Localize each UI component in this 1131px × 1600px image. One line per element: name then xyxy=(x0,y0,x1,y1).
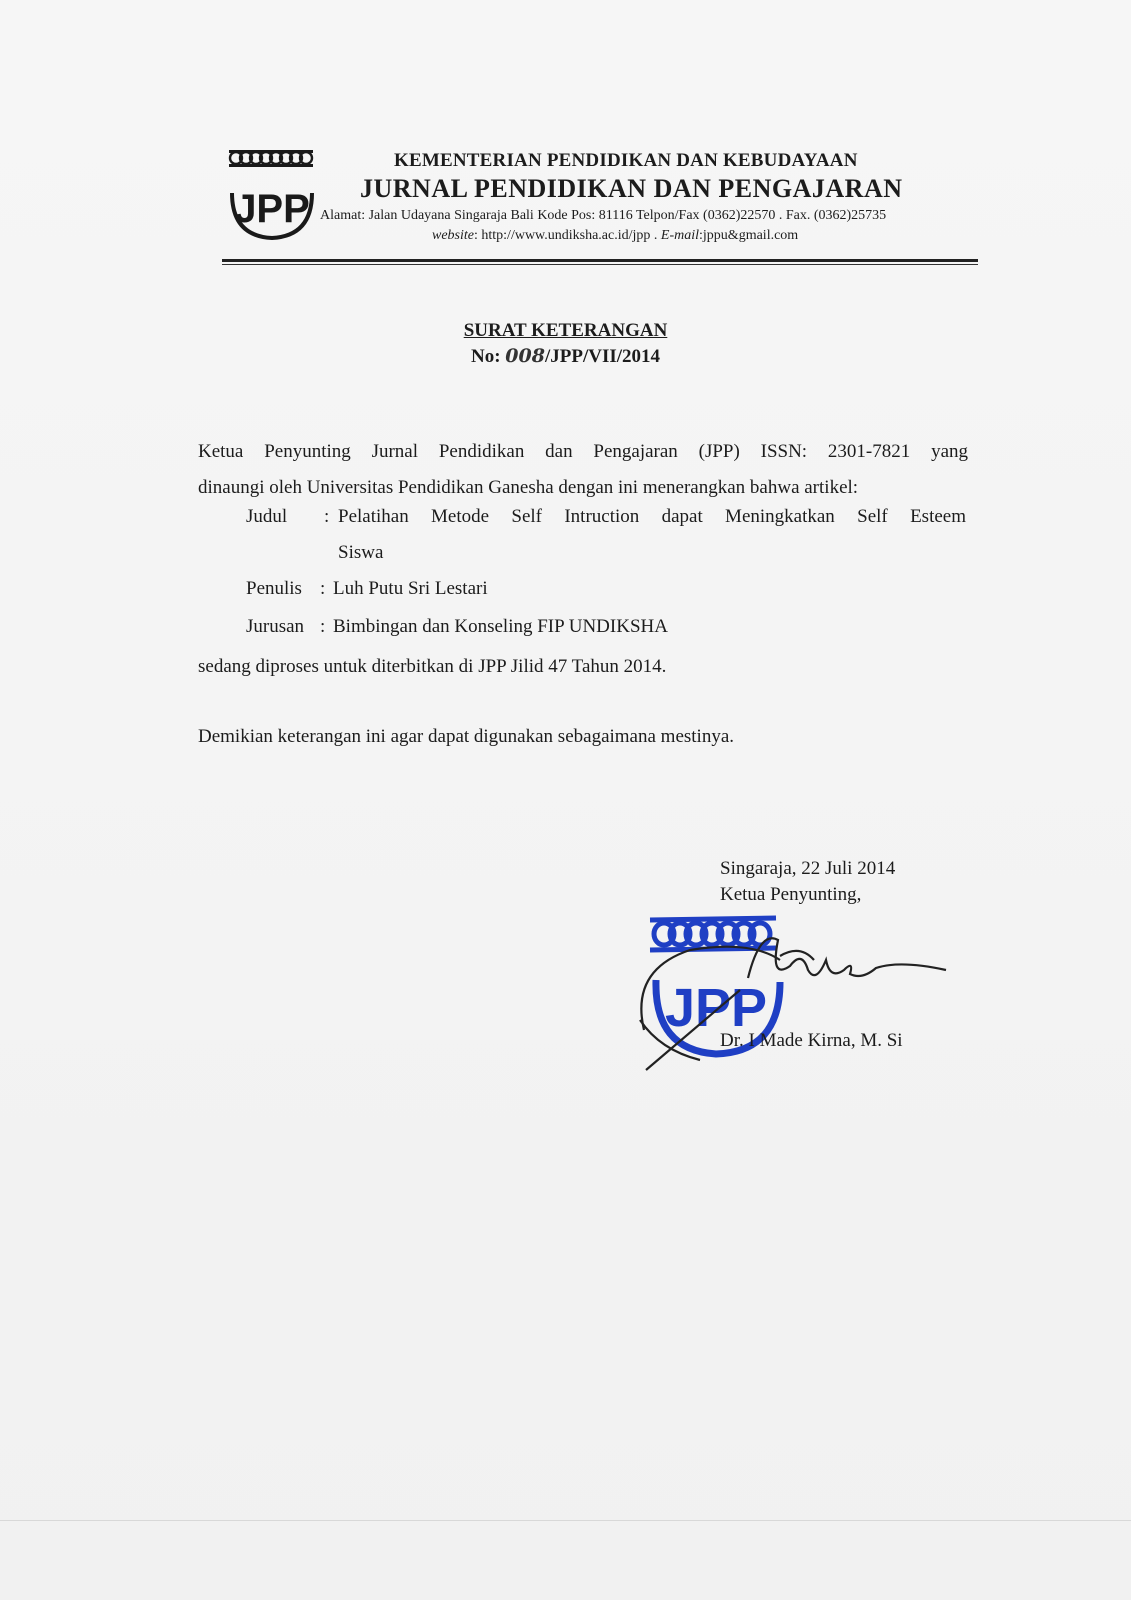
email-label: E-mail xyxy=(660,228,700,243)
letter-title: SURAT KETERANGAN xyxy=(463,320,668,341)
header-divider-thin xyxy=(222,264,978,265)
field-colon: : xyxy=(320,578,326,599)
logo-text: JPP xyxy=(234,187,310,231)
field-colon: : xyxy=(324,506,330,527)
intro-line-2: dinaungi oleh Universitas Pendidikan Ganesha dengan ini menerangkan bahwa artikel: xyxy=(198,477,859,498)
intro-line-1: Ketua Penyunting Jurnal Pendidikan dan Pengajaran (JPP) ISSN: 2301-7821 yang xyxy=(198,441,968,462)
field-value: Luh Putu Sri Lestari xyxy=(333,578,488,599)
signer-name: Dr. I Made Kirna, M. Si xyxy=(720,1030,903,1051)
field-value: Bimbingan dan Konseling FIP UNDIKSHA xyxy=(333,616,668,637)
ministry-name: KEMENTERIAN PENDIDIKAN DAN KEBUDAYAAN xyxy=(394,150,858,171)
jpp-logo-icon xyxy=(226,148,318,248)
page-bottom-edge xyxy=(0,1520,1131,1521)
website-label: website xyxy=(432,228,474,243)
field-label: Penulis xyxy=(246,578,302,599)
number-handwritten: 008 xyxy=(505,345,545,367)
field-colon: : xyxy=(320,616,326,637)
stamp-and-signature xyxy=(630,900,970,1090)
field-value: Pelatihan Metode Self Intruction dapat Meningkatkan Self Esteem xyxy=(338,506,966,527)
stamp-text: JPP xyxy=(664,978,768,1038)
letter-number xyxy=(0,345,1131,368)
address-line: Alamat: Jalan Udayana Singaraja Bali Kode Pos: 81116 Telpon/Fax (0362)22570 . Fax. (0362)25735 xyxy=(320,208,887,223)
field-value-cont: Siswa xyxy=(338,542,384,563)
signer-role: Ketua Penyunting, xyxy=(720,884,862,905)
field-label: Jurusan xyxy=(246,616,305,637)
email-address[interactable]: :jppu&gmail.com xyxy=(699,228,799,243)
header-divider xyxy=(222,259,978,262)
closing-sentence: Demikian keterangan ini agar dapat digunakan sebagaimana mestinya. xyxy=(198,726,735,747)
journal-name: JURNAL PENDIDIKAN DAN PENGAJARAN xyxy=(360,174,903,203)
website-url[interactable]: : http://www.undiksha.ac.id/jpp . xyxy=(474,228,661,243)
field-label: Judul xyxy=(246,506,288,527)
number-prefix: No: xyxy=(470,346,506,367)
status-sentence: sedang diproses untuk diterbitkan di JPP Jilid 47 Tahun 2014. xyxy=(198,656,667,677)
place-date: Singaraja, 22 Juli 2014 xyxy=(720,858,896,879)
number-suffix: /JPP/VII/2014 xyxy=(544,346,661,367)
field-judul-cont xyxy=(338,542,383,564)
contact-line xyxy=(432,228,798,244)
